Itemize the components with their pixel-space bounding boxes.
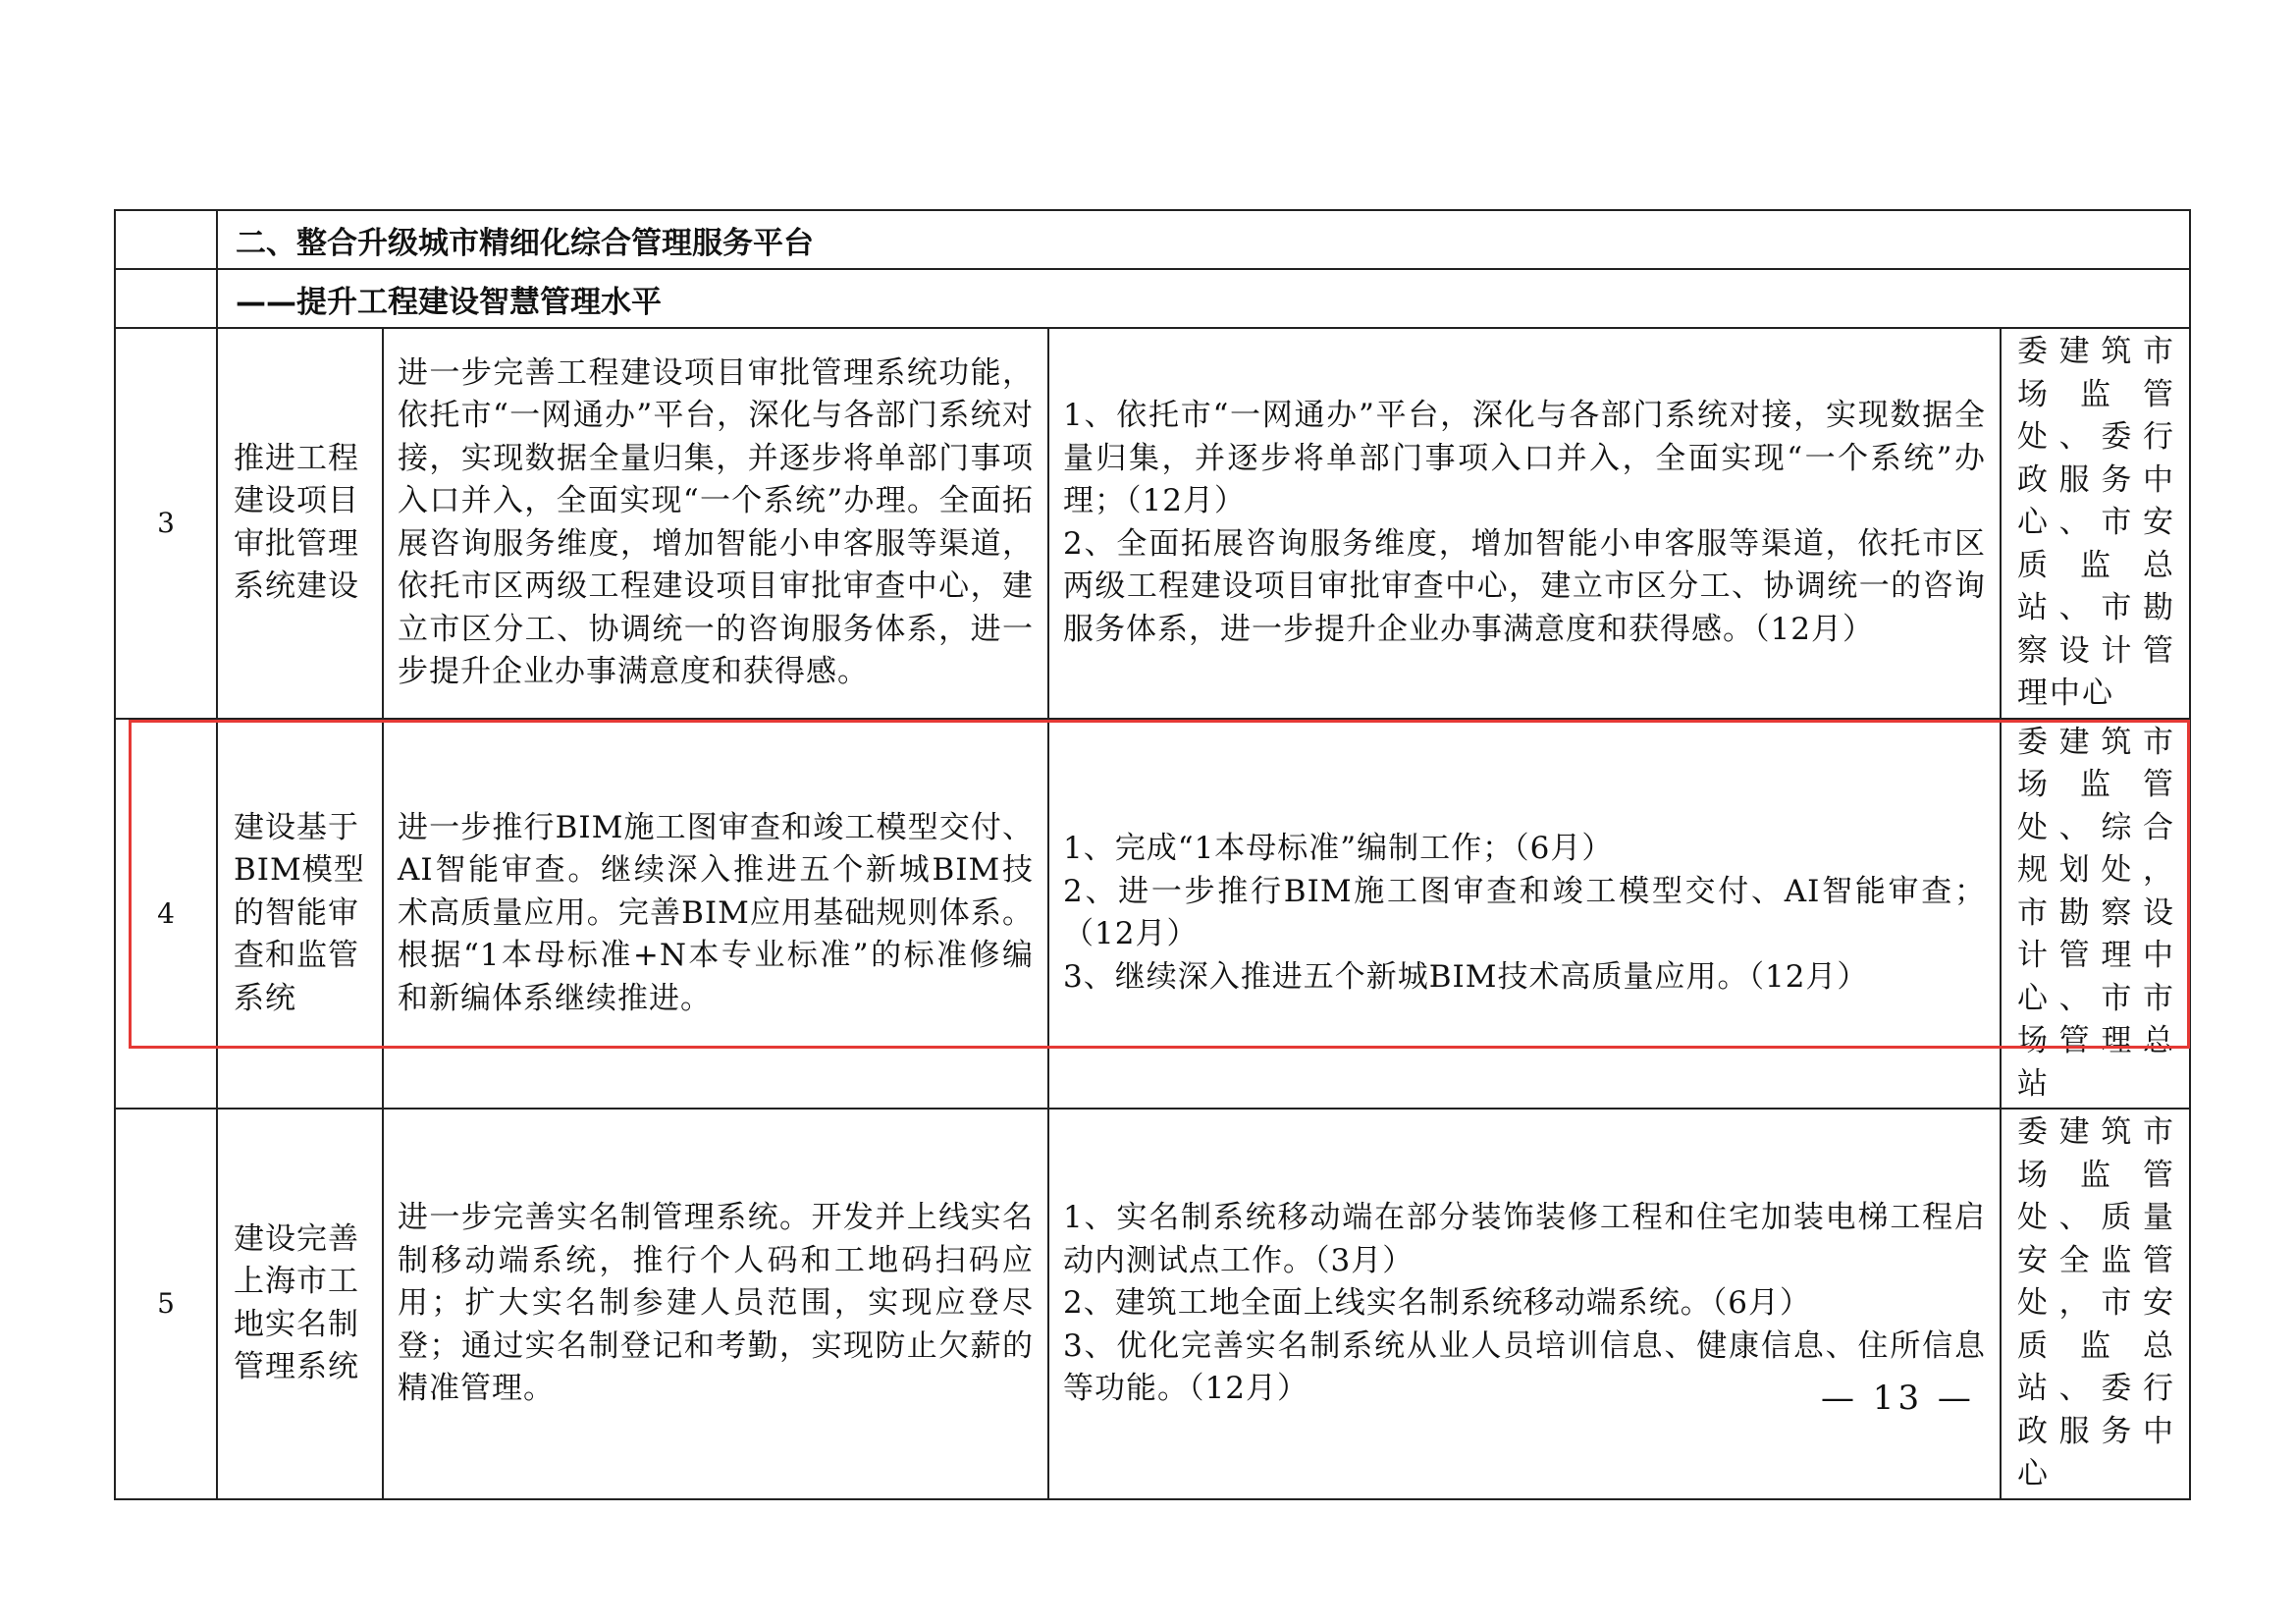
tasks-cell [1048, 328, 2001, 719]
project-name: 建设基于 BIM模型 的智能审 查和监管 系统 [234, 809, 365, 1016]
row-number: 3 [115, 328, 217, 719]
table-row [115, 328, 2190, 719]
departments-cell [2001, 1109, 2190, 1499]
project-name: 建设完善 上海市工 地实名制 管理系统 [234, 1220, 359, 1385]
row-number: 5 [115, 1109, 217, 1499]
content-cell [383, 1109, 1048, 1499]
section-row [115, 210, 2190, 269]
page-number: — 13 — [1821, 1379, 1975, 1418]
row-number: 4 [115, 719, 217, 1110]
subsection-row [115, 269, 2190, 328]
departments-cell [2001, 328, 2190, 719]
departments-cell [2001, 719, 2190, 1110]
project-tasks: 1、完成“1本母标准”编制工作；（6月） 2、进一步推行BIM施工图审查和竣工模型交付、AI智能审查；（12月） 3、继续深入推进五个新城BIM技术高质量应用。（12月） [1063, 831, 1986, 995]
project-name-cell [217, 1109, 383, 1499]
subsection-heading: ——提升工程建设智慧管理水平 [217, 269, 2190, 328]
project-content: 进一步完善工程建设项目审批管理系统功能，依托市“一网通办”平台，深化与各部门系统对接，实现数据全量归集，并逐步将单部门事项入口并入，全面实现“一个系统”办理。全面拓展咨询服务维度，增加智能小申客服等渠道，依托市区两级工程建设项目审批审查中心，建立市区分工、协调统一的咨询服务体系，进一步提升企业办事满意度和获得感。 [398, 354, 1034, 690]
tasks-cell [1048, 719, 2001, 1110]
project-content: 进一步完善实名制管理系统。开发并上线实名制移动端系统，推行个人码和工地码扫码应用；扩大实名制参建人员范围，实现应登尽登；通过实名制登记和考勤，实现防止欠薪的精准管理。 [398, 1200, 1034, 1406]
table-row [115, 1109, 2190, 1499]
responsible-departments: 委建筑市场监管处、质量安全监管处，市安质监总站、委行政服务中心 [2017, 1114, 2175, 1491]
responsible-departments: 委建筑市场监管处、委行政服务中心、市安质监总站、市勘察设计管理中心 [2017, 334, 2175, 711]
section-number-cell [115, 210, 217, 269]
content-cell [383, 328, 1048, 719]
project-name: 推进工程 建设项目 审批管理 系统建设 [234, 440, 359, 605]
project-content: 进一步推行BIM施工图审查和竣工模型交付、AI智能审查。继续深入推进五个新城BIM技术高质量应用。完善BIM应用基础规则体系。根据“1本母标准+N本专业标准”的标准修编和新编体系继续推进。 [398, 809, 1034, 1016]
project-name-cell [217, 328, 383, 719]
task-table [114, 209, 2191, 1500]
content-cell [383, 719, 1048, 1110]
project-tasks: 1、依托市“一网通办”平台，深化与各部门系统对接，实现数据全量归集，并逐步将单部门事项入口并入，全面实现“一个系统”办理；（12月） 2、全面拓展咨询服务维度，增加智能小申客服等渠道，依托市区两级工程建设项目审批审查中心，建立市区分工、协调统一的咨询服务体系，进一步提升企业办事满意度和获得感。（12月） [1063, 398, 1986, 647]
responsible-departments: 委建筑市场监管处、综合规划处，市勘察设计管理中心、市市场管理总站 [2017, 724, 2175, 1102]
section-heading: 二、整合升级城市精细化综合管理服务平台 [217, 210, 2190, 269]
project-name-cell [217, 719, 383, 1110]
tasks-cell [1048, 1109, 2001, 1499]
table-row [115, 719, 2190, 1110]
subsection-number-cell [115, 269, 217, 328]
project-tasks: 1、实名制系统移动端在部分装饰装修工程和住宅加装电梯工程启动内测试点工作。（3月） 2、建筑工地全面上线实名制系统移动端系统。（6月） 3、优化完善实名制系统从业人员培训信息、健康信息、住所信息等功能。（12月） [1063, 1200, 1986, 1406]
